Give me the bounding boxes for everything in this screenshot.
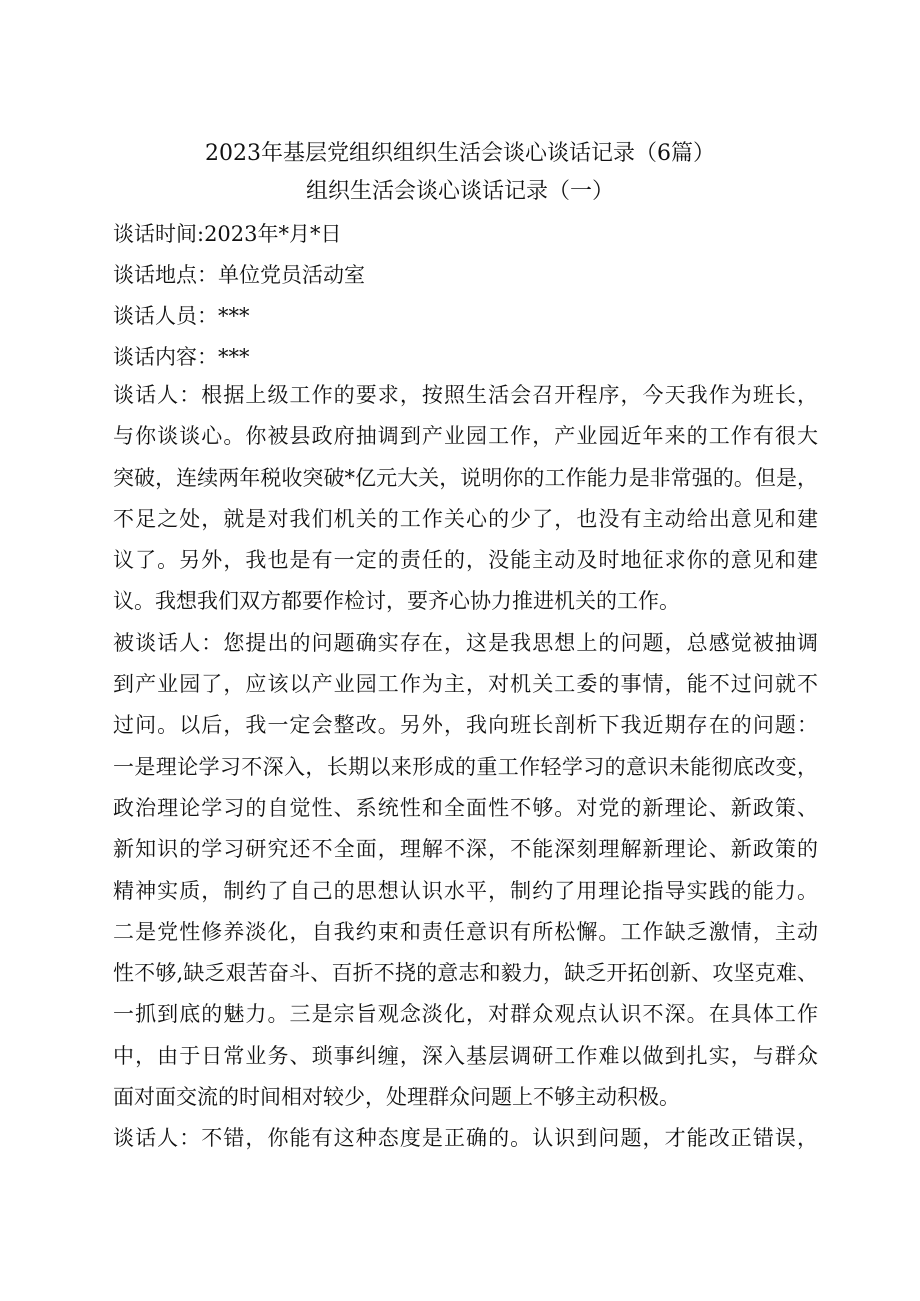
text-line: 新知识的学习研究还不全面，理解不深，不能深刻理解新理论、新政策的 bbox=[113, 837, 818, 862]
text-line: 不足之处，就是对我们机关的工作关心的少了，也没有主动给出意见和建 bbox=[113, 506, 818, 531]
text-line: 一是理论学习不深入，长期以来形成的重工作轻学习的意识未能彻底改变， bbox=[113, 754, 818, 779]
meta-content: 谈话内容：*** bbox=[113, 345, 250, 369]
text-line: 与你谈谈心。你被县政府抽调到产业园工作，产业园近年来的工作有很大 bbox=[113, 424, 818, 449]
body-text bbox=[113, 375, 818, 1160]
text-line: 突破，连续两年税收突破*亿元大关，说明你的工作能力是非常强的。但是， bbox=[113, 465, 818, 490]
text-line: 精神实质，制约了自己的思想认识水平，制约了用理论指导实践的能力。 bbox=[113, 878, 818, 903]
text-line: 二是党性修养淡化，自我约束和责任意识有所松懈。工作缺乏激情，主动 bbox=[113, 919, 818, 944]
meta-people: 谈话人员：*** bbox=[113, 304, 250, 328]
text-line: 政治理论学习的自觉性、系统性和全面性不够。对党的新理论、新政策、 bbox=[113, 795, 818, 820]
meta-time: 谈话时间:2023年*月*日 bbox=[113, 222, 342, 246]
text-line: 谈话人：根据上级工作的要求，按照生活会召开程序，今天我作为班长， bbox=[113, 383, 818, 407]
text-line: 性不够,缺乏艰苦奋斗、百折不挠的意志和毅力，缺乏开拓创新、攻坚克难、 bbox=[113, 961, 818, 986]
text-line: 议。我想我们双方都要作检讨，要齐心协力推进机关的工作。 bbox=[113, 589, 680, 614]
text-line: 被谈话人：您提出的问题确实存在，这是我思想上的问题，总感觉被抽调 bbox=[113, 630, 818, 655]
text-line: 中，由于日常业务、琐事纠缠，深入基层调研工作难以做到扎实，与群众 bbox=[113, 1043, 818, 1068]
text-line: 到产业园了，应该以产业园工作为主，对机关工委的事情，能不过问就不 bbox=[113, 672, 818, 697]
document-title: 2023年基层党组织组织生活会谈心谈话记录（6篇） bbox=[205, 141, 715, 166]
meta-place: 谈话地点：单位党员活动室 bbox=[113, 263, 365, 287]
text-line: 议了。另外，我也是有一定的责任的，没能主动及时地征求你的意见和建 bbox=[113, 548, 818, 573]
document-subtitle: 组织生活会谈心谈话记录（一） bbox=[305, 179, 614, 204]
text-line: 面对面交流的时间相对较少，处理群众问题上不够主动积极。 bbox=[113, 1085, 680, 1110]
text-line: 一抓到底的魅力。三是宗旨观念淡化，对群众观点认识不深。在具体工作 bbox=[113, 1002, 818, 1027]
text-line: 谈话人：不错，你能有这种态度是正确的。认识到问题，才能改正错误， bbox=[113, 1126, 818, 1151]
text-line: 过问。以后，我一定会整改。另外，我向班长剖析下我近期存在的问题： bbox=[113, 713, 818, 738]
